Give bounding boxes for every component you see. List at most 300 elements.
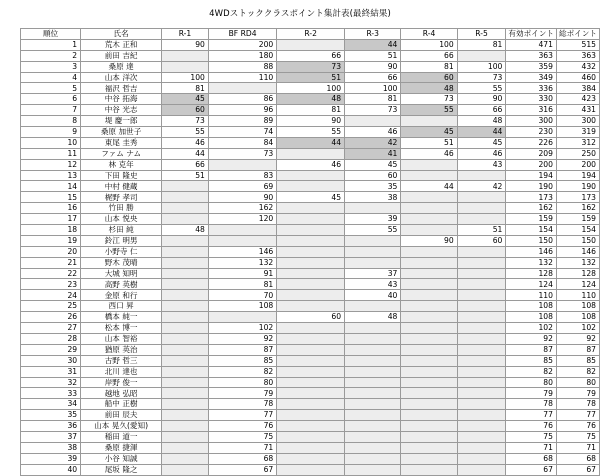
r2-cell: 60 [277,312,345,323]
bf-rd4-cell: 86 [208,94,276,105]
name-cell: 東尾 圭秀 [81,137,162,148]
valid-points-cell: 75 [506,431,557,442]
bf-rd4-cell: 75 [208,431,276,442]
valid-points-cell: 68 [506,453,557,464]
r4-cell [401,246,457,257]
total-points-cell: 85 [556,355,599,366]
rank-cell: 17 [21,214,81,225]
r5-cell [457,312,506,323]
table-row [21,61,600,72]
table-row [21,94,600,105]
table-row [21,105,600,116]
r5-cell [457,323,506,334]
page-title: 4WDストッククラスポイント集計表(最終結果) [209,9,391,19]
name-cell: 林 克年 [81,159,162,170]
r2-cell [277,453,345,464]
table-row [21,388,600,399]
r1-cell: 51 [162,170,209,181]
r5-cell [457,464,506,475]
r2-cell [277,246,345,257]
table-row [21,39,600,50]
r2-cell [277,301,345,312]
r1-cell [162,344,209,355]
r1-cell [162,181,209,192]
r3-cell [345,366,401,377]
r2-cell [277,355,345,366]
r4-cell [401,323,457,334]
r4-cell [401,116,457,127]
bf-rd4-cell: 71 [208,442,276,453]
r5-cell [457,257,506,268]
r5-cell [457,333,506,344]
total-points-cell: 102 [556,323,599,334]
name-cell: 山本 晃久(愛知) [81,421,162,432]
total-points-cell: 75 [556,431,599,442]
r1-cell [162,388,209,399]
rank-cell: 14 [21,181,81,192]
table-row [21,355,600,366]
rank-cell: 12 [21,159,81,170]
r2-cell [277,257,345,268]
bf-rd4-cell: 69 [208,181,276,192]
r2-cell [277,268,345,279]
name-cell: 古野 哲三 [81,355,162,366]
total-points-cell: 300 [556,116,599,127]
r3-cell: 40 [345,290,401,301]
name-cell: 竹田 勝 [81,203,162,214]
r2-cell [277,290,345,301]
r2-cell [277,410,345,421]
r1-cell [162,312,209,323]
bf-rd4-cell [208,225,276,236]
r5-cell [457,399,506,410]
valid-points-cell: 124 [506,279,557,290]
r2-cell: 46 [277,159,345,170]
rank-cell: 11 [21,148,81,159]
total-points-cell: 110 [556,290,599,301]
r2-cell [277,333,345,344]
r3-cell [345,203,401,214]
r1-cell [162,453,209,464]
rank-cell: 26 [21,312,81,323]
r5-cell [457,388,506,399]
r4-cell [401,279,457,290]
header-name: 氏名 [81,29,162,40]
valid-points-cell: 132 [506,257,557,268]
valid-points-cell: 159 [506,214,557,225]
r2-cell [277,148,345,159]
name-cell: 大城 知明 [81,268,162,279]
valid-points-cell: 150 [506,235,557,246]
total-points-cell: 319 [556,127,599,138]
r4-cell: 73 [401,94,457,105]
header-rank: 順位 [21,29,81,40]
r2-cell: 81 [277,105,345,116]
r1-cell: 81 [162,83,209,94]
r1-cell: 73 [162,116,209,127]
r3-cell: 73 [345,105,401,116]
r4-cell [401,159,457,170]
r4-cell [401,344,457,355]
r3-cell [345,442,401,453]
valid-points-cell: 78 [506,399,557,410]
valid-points-cell: 300 [506,116,557,127]
total-points-cell: 432 [556,61,599,72]
bf-rd4-cell: 88 [208,61,276,72]
valid-points-cell: 471 [506,39,557,50]
r1-cell [162,323,209,334]
r4-cell [401,203,457,214]
r4-cell [401,399,457,410]
bf-rd4-cell: 90 [208,192,276,203]
r4-cell [401,312,457,323]
rank-cell: 4 [21,72,81,83]
r5-cell: 44 [457,127,506,138]
name-cell: 桑原 捷渾 [81,442,162,453]
r1-cell [162,377,209,388]
name-cell: 堤 慶一郎 [81,116,162,127]
valid-points-cell: 76 [506,421,557,432]
bf-rd4-cell: 200 [208,39,276,50]
r2-cell: 55 [277,127,345,138]
header-row [21,29,600,40]
r1-cell [162,50,209,61]
r1-cell [162,431,209,442]
r3-cell [345,355,401,366]
r1-cell: 48 [162,225,209,236]
total-points-cell: 159 [556,214,599,225]
r1-cell [162,203,209,214]
name-cell: 小野寺 仁 [81,246,162,257]
table-row [21,279,600,290]
r5-cell [457,301,506,312]
rank-cell: 20 [21,246,81,257]
r3-cell [345,333,401,344]
name-cell: 北川 達也 [81,366,162,377]
rank-cell: 22 [21,268,81,279]
total-points-cell: 80 [556,377,599,388]
r1-cell [162,214,209,225]
header-valid-points: 有効ポイント [506,29,557,40]
r3-cell [345,235,401,246]
r1-cell: 44 [162,148,209,159]
name-cell: 猶原 英治 [81,344,162,355]
r2-cell: 51 [277,72,345,83]
bf-rd4-cell: 162 [208,203,276,214]
r2-cell: 44 [277,137,345,148]
r1-cell [162,192,209,203]
r5-cell [457,279,506,290]
name-cell: 桑原 加世子 [81,127,162,138]
rank-cell: 35 [21,410,81,421]
rank-cell: 21 [21,257,81,268]
valid-points-cell: 162 [506,203,557,214]
r5-cell [457,214,506,225]
r3-cell: 39 [345,214,401,225]
r2-cell [277,323,345,334]
r3-cell [345,301,401,312]
table-row [21,170,600,181]
rank-cell: 36 [21,421,81,432]
total-points-cell: 71 [556,442,599,453]
r1-cell: 60 [162,105,209,116]
r1-cell: 100 [162,72,209,83]
r2-cell [277,464,345,475]
r5-cell: 45 [457,137,506,148]
total-points-cell: 108 [556,312,599,323]
r4-cell [401,355,457,366]
bf-rd4-cell: 80 [208,377,276,388]
valid-points-cell: 330 [506,94,557,105]
r3-cell [345,323,401,334]
rank-cell: 5 [21,83,81,94]
r5-cell [457,50,506,61]
rank-cell: 9 [21,127,81,138]
bf-rd4-cell: 70 [208,290,276,301]
r1-cell [162,442,209,453]
r3-cell: 100 [345,83,401,94]
rank-cell: 6 [21,94,81,105]
r5-cell: 66 [457,105,506,116]
table-row [21,421,600,432]
rank-cell: 1 [21,39,81,50]
r3-cell [345,453,401,464]
r4-cell [401,377,457,388]
bf-rd4-cell: 74 [208,127,276,138]
r5-cell [457,431,506,442]
table-row [21,442,600,453]
bf-rd4-cell: 76 [208,421,276,432]
r5-cell: 55 [457,83,506,94]
r5-cell: 51 [457,225,506,236]
rank-cell: 25 [21,301,81,312]
name-cell: 岸野 俊一 [81,377,162,388]
rank-cell: 27 [21,323,81,334]
bf-rd4-cell: 92 [208,333,276,344]
r2-cell [277,39,345,50]
valid-points-cell: 102 [506,323,557,334]
total-points-cell: 124 [556,279,599,290]
total-points-cell: 67 [556,464,599,475]
total-points-cell: 200 [556,159,599,170]
r1-cell [162,410,209,421]
r4-cell: 55 [401,105,457,116]
table-row [21,235,600,246]
name-cell: 稲田 道一 [81,431,162,442]
valid-points-cell: 316 [506,105,557,116]
name-cell: 桑原 達 [81,61,162,72]
table-row [21,290,600,301]
total-points-cell: 78 [556,399,599,410]
table-row [21,246,600,257]
valid-points-cell: 349 [506,72,557,83]
table-row [21,464,600,475]
r2-cell [277,399,345,410]
table-row [21,148,600,159]
r3-cell: 46 [345,127,401,138]
valid-points-cell: 230 [506,127,557,138]
valid-points-cell: 154 [506,225,557,236]
total-points-cell: 190 [556,181,599,192]
r3-cell: 45 [345,159,401,170]
valid-points-cell: 108 [506,301,557,312]
bf-rd4-cell: 180 [208,50,276,61]
r3-cell: 41 [345,148,401,159]
r1-cell: 45 [162,94,209,105]
r1-cell [162,246,209,257]
name-cell: 前田 辰夫 [81,410,162,421]
r2-cell: 48 [277,94,345,105]
r1-cell [162,257,209,268]
r1-cell [162,399,209,410]
table-row [21,366,600,377]
r3-cell [345,344,401,355]
total-points-cell: 384 [556,83,599,94]
r5-cell [457,410,506,421]
total-points-cell: 423 [556,94,599,105]
r4-cell [401,366,457,377]
r3-cell [345,421,401,432]
r4-cell: 48 [401,83,457,94]
r3-cell [345,464,401,475]
r4-cell: 44 [401,181,457,192]
table-row [21,268,600,279]
r5-cell [457,268,506,279]
bf-rd4-cell: 84 [208,137,276,148]
bf-rd4-cell: 120 [208,214,276,225]
r5-cell: 42 [457,181,506,192]
r4-cell [401,333,457,344]
bf-rd4-cell [208,312,276,323]
r5-cell: 90 [457,94,506,105]
total-points-cell: 128 [556,268,599,279]
bf-rd4-cell: 81 [208,279,276,290]
name-cell: 荒木 正和 [81,39,162,50]
bf-rd4-cell [208,235,276,246]
r4-cell [401,192,457,203]
r4-cell: 66 [401,50,457,61]
r1-cell [162,366,209,377]
bf-rd4-cell: 89 [208,116,276,127]
r5-cell: 81 [457,39,506,50]
r4-cell [401,214,457,225]
r3-cell [345,431,401,442]
r2-cell: 100 [277,83,345,94]
r1-cell: 90 [162,39,209,50]
r2-cell: 73 [277,61,345,72]
table-row [21,214,600,225]
total-points-cell: 250 [556,148,599,159]
name-cell: 中谷 光志 [81,105,162,116]
r4-cell [401,464,457,475]
valid-points-cell: 200 [506,159,557,170]
bf-rd4-cell: 82 [208,366,276,377]
rank-cell: 33 [21,388,81,399]
r3-cell: 37 [345,268,401,279]
r5-cell [457,421,506,432]
total-points-cell: 431 [556,105,599,116]
r2-cell [277,170,345,181]
table-row [21,301,600,312]
r2-cell [277,431,345,442]
bf-rd4-cell: 67 [208,464,276,475]
r3-cell [345,410,401,421]
r4-cell [401,410,457,421]
valid-points-cell: 173 [506,192,557,203]
table-row [21,225,600,236]
name-cell: 橋本 純一 [81,312,162,323]
r3-cell [345,377,401,388]
r3-cell: 44 [345,39,401,50]
table-row [21,83,600,94]
r4-cell [401,170,457,181]
valid-points-cell: 190 [506,181,557,192]
r3-cell: 42 [345,137,401,148]
name-cell: ファム ナム [81,148,162,159]
r1-cell: 66 [162,159,209,170]
rank-cell: 3 [21,61,81,72]
r1-cell: 55 [162,127,209,138]
rank-cell: 30 [21,355,81,366]
r4-cell: 46 [401,148,457,159]
header-r4: R-4 [401,29,457,40]
r2-cell [277,203,345,214]
r1-cell [162,301,209,312]
table-row [21,323,600,334]
name-cell: 鈴江 明男 [81,235,162,246]
r2-cell [277,279,345,290]
r4-cell [401,290,457,301]
r1-cell [162,464,209,475]
bf-rd4-cell: 102 [208,323,276,334]
valid-points-cell: 82 [506,366,557,377]
r4-cell [401,301,457,312]
r3-cell [345,399,401,410]
r4-cell [401,225,457,236]
r1-cell: 46 [162,137,209,148]
total-points-cell: 77 [556,410,599,421]
r5-cell [457,453,506,464]
bf-rd4-cell: 77 [208,410,276,421]
valid-points-cell: 226 [506,137,557,148]
r3-cell [345,246,401,257]
bf-rd4-cell: 83 [208,170,276,181]
r3-cell: 43 [345,279,401,290]
total-points-cell: 68 [556,453,599,464]
rank-cell: 15 [21,192,81,203]
header-bf-rd4: BF RD4 [208,29,276,40]
total-points-cell: 312 [556,137,599,148]
rank-cell: 8 [21,116,81,127]
table-row [21,72,600,83]
bf-rd4-cell: 110 [208,72,276,83]
name-cell: 松本 博一 [81,323,162,334]
r2-cell [277,181,345,192]
valid-points-cell: 71 [506,442,557,453]
table-row [21,192,600,203]
r5-cell [457,203,506,214]
r3-cell: 81 [345,94,401,105]
r4-cell: 90 [401,235,457,246]
valid-points-cell: 128 [506,268,557,279]
name-cell: 尾坂 隆之 [81,464,162,475]
r1-cell [162,290,209,301]
r2-cell [277,235,345,246]
r5-cell [457,366,506,377]
bf-rd4-cell [208,159,276,170]
valid-points-cell: 79 [506,388,557,399]
total-points-cell: 515 [556,39,599,50]
